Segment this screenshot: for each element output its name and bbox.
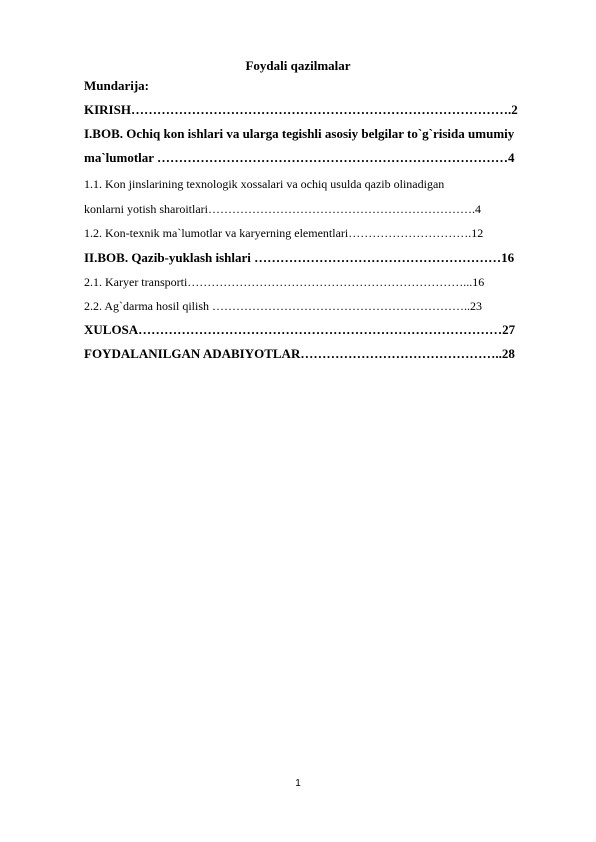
- toc-entry-adabiyotlar: FOYDALANILGAN ADABIYOTLAR………………………………………..28: [84, 346, 515, 361]
- toc-heading: Mundarija:: [84, 78, 149, 93]
- toc-entry-bob1-line2: ma`lumotlar ………………………………………………………………………4: [84, 150, 515, 165]
- toc-entry-2-2: 2.2. Ag`darma hosil qilish ………………………………………………………..23: [84, 299, 482, 313]
- toc-entry-1-1-line1: 1.1. Kon jinslarining texnologik xossalari va ochiq usulda qazib olinadigan: [84, 177, 445, 191]
- toc-entry-1-2: 1.2. Kon-texnik ma`lumotlar va karyerning elementlari………………………….12: [84, 226, 484, 240]
- page-title: Foydali qazilmalar: [245, 58, 351, 73]
- page-number: 1: [295, 778, 301, 789]
- toc-entry-1-1-line2: konlarni yotish sharoitlari………………………………………………………….4: [84, 202, 481, 216]
- toc-entry-bob1-line1: I.BOB. Ochiq kon ishlari va ularga tegishli asosiy belgilar to`g`risida umumiy: [84, 126, 515, 141]
- toc-entry-xulosa: XULOSA…………………………………………………………………………27: [84, 322, 516, 337]
- toc-entry-2-1: 2.1. Karyer transporti……………………………………………………………...16: [84, 275, 485, 289]
- toc-entry-kirish: KIRISH…………………………………………………………………………….2: [84, 102, 518, 117]
- toc-entry-bob2: II.BOB. Qazib-yuklash ishlari …………………………………………………16: [84, 250, 515, 265]
